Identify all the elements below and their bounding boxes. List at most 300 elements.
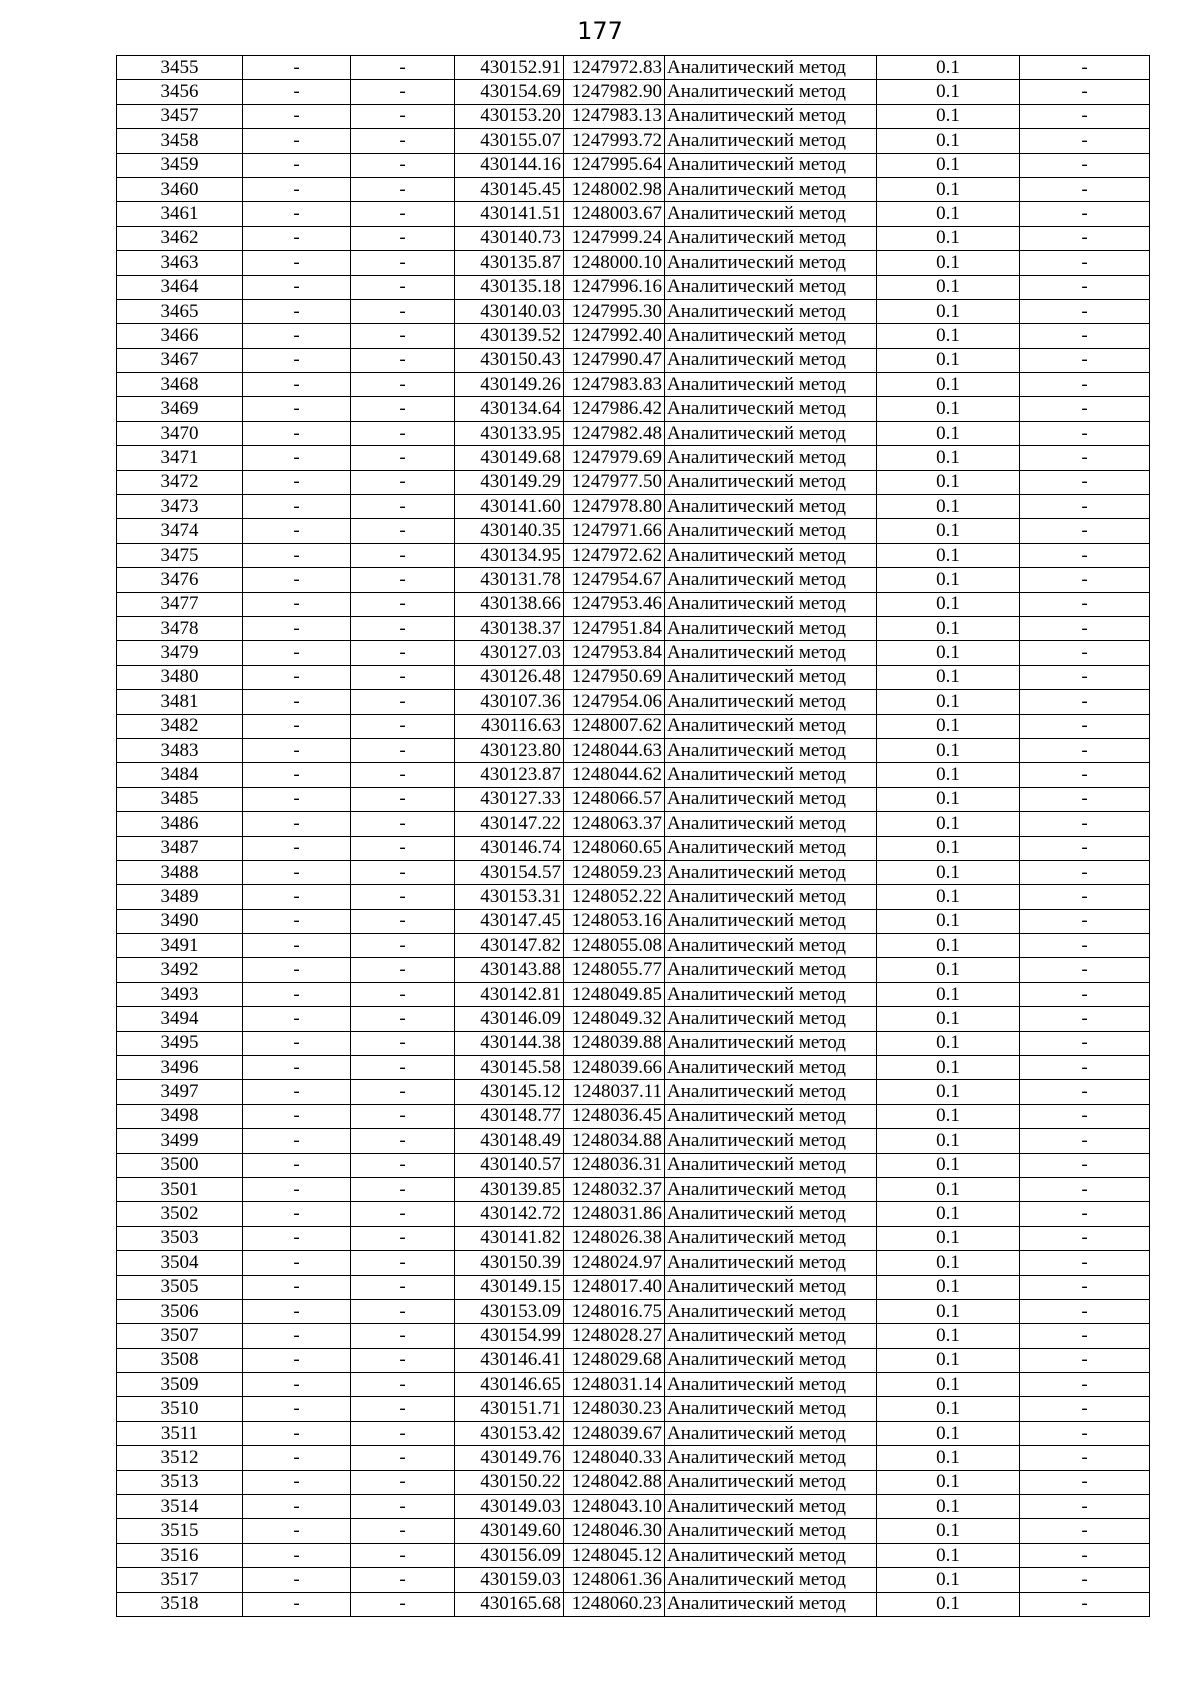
- method-cell: Аналитический метод: [665, 1129, 877, 1153]
- x-coordinate-cell: 430146.65: [455, 1373, 564, 1397]
- point-number-cell: 3479: [117, 641, 243, 665]
- x-coordinate-cell: 430150.39: [455, 1251, 564, 1275]
- method-cell: Аналитический метод: [665, 202, 877, 226]
- table-row: [117, 665, 1150, 689]
- point-number-cell: 3514: [117, 1495, 243, 1519]
- method-cell: Аналитический метод: [665, 1324, 877, 1348]
- accuracy-cell: 0.1: [877, 1104, 1020, 1128]
- table-row: [117, 616, 1150, 640]
- empty-cell: -: [1020, 470, 1150, 494]
- method-cell: Аналитический метод: [665, 1153, 877, 1177]
- empty-cell: -: [1020, 543, 1150, 567]
- accuracy-cell: 0.1: [877, 1251, 1020, 1275]
- accuracy-cell: 0.1: [877, 885, 1020, 909]
- method-cell: Аналитический метод: [665, 226, 877, 250]
- x-coordinate-cell: 430147.22: [455, 812, 564, 836]
- method-cell: Аналитический метод: [665, 812, 877, 836]
- point-number-cell: 3461: [117, 202, 243, 226]
- empty-cell: -: [243, 592, 351, 616]
- x-coordinate-cell: 430149.15: [455, 1275, 564, 1299]
- empty-cell: -: [351, 690, 455, 714]
- empty-cell: -: [1020, 616, 1150, 640]
- point-number-cell: 3472: [117, 470, 243, 494]
- table-row: [117, 1592, 1150, 1616]
- method-cell: Аналитический метод: [665, 1519, 877, 1543]
- empty-cell: -: [243, 177, 351, 201]
- table-row: [117, 299, 1150, 323]
- y-coordinate-cell: 1248026.38: [564, 1226, 665, 1250]
- y-coordinate-cell: 1247953.84: [564, 641, 665, 665]
- table-row: [117, 1056, 1150, 1080]
- empty-cell: -: [351, 1226, 455, 1250]
- empty-cell: -: [1020, 1056, 1150, 1080]
- empty-cell: -: [243, 1031, 351, 1055]
- accuracy-cell: 0.1: [877, 1592, 1020, 1616]
- table-row: [117, 153, 1150, 177]
- empty-cell: -: [243, 543, 351, 567]
- empty-cell: -: [243, 568, 351, 592]
- point-number-cell: 3487: [117, 836, 243, 860]
- y-coordinate-cell: 1248039.88: [564, 1031, 665, 1055]
- empty-cell: -: [1020, 226, 1150, 250]
- empty-cell: -: [243, 1104, 351, 1128]
- empty-cell: -: [1020, 1129, 1150, 1153]
- empty-cell: -: [1020, 1348, 1150, 1372]
- accuracy-cell: 0.1: [877, 80, 1020, 104]
- table-row: [117, 641, 1150, 665]
- point-number-cell: 3484: [117, 763, 243, 787]
- empty-cell: -: [243, 1129, 351, 1153]
- point-number-cell: 3473: [117, 495, 243, 519]
- y-coordinate-cell: 1248031.86: [564, 1202, 665, 1226]
- y-coordinate-cell: 1248034.88: [564, 1129, 665, 1153]
- point-number-cell: 3492: [117, 958, 243, 982]
- empty-cell: -: [243, 958, 351, 982]
- empty-cell: -: [351, 568, 455, 592]
- table-row: [117, 1324, 1150, 1348]
- table-row: [117, 1519, 1150, 1543]
- x-coordinate-cell: 430107.36: [455, 690, 564, 714]
- empty-cell: -: [351, 348, 455, 372]
- empty-cell: -: [351, 1299, 455, 1323]
- y-coordinate-cell: 1248044.63: [564, 738, 665, 762]
- empty-cell: -: [1020, 495, 1150, 519]
- point-number-cell: 3510: [117, 1397, 243, 1421]
- y-coordinate-cell: 1248032.37: [564, 1177, 665, 1201]
- empty-cell: -: [243, 787, 351, 811]
- accuracy-cell: 0.1: [877, 1299, 1020, 1323]
- empty-cell: -: [1020, 1592, 1150, 1616]
- empty-cell: -: [243, 1275, 351, 1299]
- empty-cell: -: [243, 1470, 351, 1494]
- empty-cell: -: [243, 470, 351, 494]
- table-row: [117, 812, 1150, 836]
- empty-cell: -: [1020, 1543, 1150, 1567]
- y-coordinate-cell: 1248036.31: [564, 1153, 665, 1177]
- empty-cell: -: [351, 836, 455, 860]
- table-row: [117, 714, 1150, 738]
- empty-cell: -: [351, 763, 455, 787]
- empty-cell: -: [243, 934, 351, 958]
- table-row: [117, 1348, 1150, 1372]
- method-cell: Аналитический метод: [665, 860, 877, 884]
- empty-cell: -: [1020, 1177, 1150, 1201]
- table-row: [117, 909, 1150, 933]
- table-row: [117, 982, 1150, 1006]
- point-number-cell: 3494: [117, 1007, 243, 1031]
- empty-cell: -: [1020, 1446, 1150, 1470]
- x-coordinate-cell: 430154.69: [455, 80, 564, 104]
- y-coordinate-cell: 1248055.08: [564, 934, 665, 958]
- accuracy-cell: 0.1: [877, 1080, 1020, 1104]
- x-coordinate-cell: 430145.12: [455, 1080, 564, 1104]
- x-coordinate-cell: 430141.51: [455, 202, 564, 226]
- table-row: [117, 80, 1150, 104]
- method-cell: Аналитический метод: [665, 421, 877, 445]
- y-coordinate-cell: 1248066.57: [564, 787, 665, 811]
- x-coordinate-cell: 430159.03: [455, 1568, 564, 1592]
- accuracy-cell: 0.1: [877, 543, 1020, 567]
- x-coordinate-cell: 430127.33: [455, 787, 564, 811]
- accuracy-cell: 0.1: [877, 1373, 1020, 1397]
- empty-cell: -: [351, 982, 455, 1006]
- point-number-cell: 3475: [117, 543, 243, 567]
- accuracy-cell: 0.1: [877, 738, 1020, 762]
- point-number-cell: 3474: [117, 519, 243, 543]
- y-coordinate-cell: 1248060.65: [564, 836, 665, 860]
- empty-cell: -: [1020, 860, 1150, 884]
- table-row: [117, 934, 1150, 958]
- y-coordinate-cell: 1248049.85: [564, 982, 665, 1006]
- y-coordinate-cell: 1248037.11: [564, 1080, 665, 1104]
- method-cell: Аналитический метод: [665, 665, 877, 689]
- method-cell: Аналитический метод: [665, 836, 877, 860]
- empty-cell: -: [1020, 885, 1150, 909]
- y-coordinate-cell: 1247979.69: [564, 446, 665, 470]
- table-row: [117, 56, 1150, 80]
- point-number-cell: 3468: [117, 373, 243, 397]
- method-cell: Аналитический метод: [665, 738, 877, 762]
- empty-cell: -: [1020, 690, 1150, 714]
- empty-cell: -: [351, 373, 455, 397]
- x-coordinate-cell: 430116.63: [455, 714, 564, 738]
- empty-cell: -: [351, 592, 455, 616]
- empty-cell: -: [1020, 934, 1150, 958]
- method-cell: Аналитический метод: [665, 251, 877, 275]
- point-number-cell: 3470: [117, 421, 243, 445]
- accuracy-cell: 0.1: [877, 202, 1020, 226]
- point-number-cell: 3518: [117, 1592, 243, 1616]
- table-row: [117, 226, 1150, 250]
- empty-cell: -: [351, 1568, 455, 1592]
- table-row: [117, 177, 1150, 201]
- coordinates-table: [116, 55, 1150, 1617]
- empty-cell: -: [351, 1592, 455, 1616]
- y-coordinate-cell: 1247992.40: [564, 324, 665, 348]
- empty-cell: -: [351, 1007, 455, 1031]
- empty-cell: -: [243, 251, 351, 275]
- empty-cell: -: [243, 836, 351, 860]
- empty-cell: -: [1020, 836, 1150, 860]
- accuracy-cell: 0.1: [877, 153, 1020, 177]
- table-row: [117, 690, 1150, 714]
- x-coordinate-cell: 430142.72: [455, 1202, 564, 1226]
- point-number-cell: 3498: [117, 1104, 243, 1128]
- method-cell: Аналитический метод: [665, 470, 877, 494]
- y-coordinate-cell: 1247977.50: [564, 470, 665, 494]
- empty-cell: -: [243, 982, 351, 1006]
- x-coordinate-cell: 430153.09: [455, 1299, 564, 1323]
- method-cell: Аналитический метод: [665, 1397, 877, 1421]
- empty-cell: -: [1020, 1275, 1150, 1299]
- empty-cell: -: [1020, 982, 1150, 1006]
- method-cell: Аналитический метод: [665, 397, 877, 421]
- empty-cell: -: [351, 495, 455, 519]
- empty-cell: -: [351, 446, 455, 470]
- accuracy-cell: 0.1: [877, 324, 1020, 348]
- empty-cell: -: [243, 1348, 351, 1372]
- y-coordinate-cell: 1248028.27: [564, 1324, 665, 1348]
- x-coordinate-cell: 430155.07: [455, 129, 564, 153]
- table-row: [117, 1226, 1150, 1250]
- method-cell: Аналитический метод: [665, 1299, 877, 1323]
- accuracy-cell: 0.1: [877, 275, 1020, 299]
- x-coordinate-cell: 430143.88: [455, 958, 564, 982]
- empty-cell: -: [243, 1202, 351, 1226]
- empty-cell: -: [1020, 812, 1150, 836]
- point-number-cell: 3457: [117, 104, 243, 128]
- method-cell: Аналитический метод: [665, 275, 877, 299]
- point-number-cell: 3462: [117, 226, 243, 250]
- empty-cell: -: [351, 1446, 455, 1470]
- method-cell: Аналитический метод: [665, 129, 877, 153]
- point-number-cell: 3516: [117, 1543, 243, 1567]
- y-coordinate-cell: 1248043.10: [564, 1495, 665, 1519]
- y-coordinate-cell: 1248039.66: [564, 1056, 665, 1080]
- point-number-cell: 3460: [117, 177, 243, 201]
- x-coordinate-cell: 430144.16: [455, 153, 564, 177]
- empty-cell: -: [351, 470, 455, 494]
- table-row: [117, 592, 1150, 616]
- empty-cell: -: [351, 1251, 455, 1275]
- empty-cell: -: [243, 1568, 351, 1592]
- table-row: [117, 1299, 1150, 1323]
- y-coordinate-cell: 1248039.67: [564, 1421, 665, 1445]
- empty-cell: -: [243, 1007, 351, 1031]
- x-coordinate-cell: 430149.76: [455, 1446, 564, 1470]
- empty-cell: -: [243, 1080, 351, 1104]
- empty-cell: -: [351, 812, 455, 836]
- accuracy-cell: 0.1: [877, 470, 1020, 494]
- empty-cell: -: [351, 1275, 455, 1299]
- accuracy-cell: 0.1: [877, 1056, 1020, 1080]
- empty-cell: -: [243, 275, 351, 299]
- table-row: [117, 519, 1150, 543]
- accuracy-cell: 0.1: [877, 836, 1020, 860]
- empty-cell: -: [351, 153, 455, 177]
- empty-cell: -: [1020, 714, 1150, 738]
- y-coordinate-cell: 1248052.22: [564, 885, 665, 909]
- table-row: [117, 1446, 1150, 1470]
- empty-cell: -: [243, 1543, 351, 1567]
- accuracy-cell: 0.1: [877, 421, 1020, 445]
- y-coordinate-cell: 1248060.23: [564, 1592, 665, 1616]
- y-coordinate-cell: 1247990.47: [564, 348, 665, 372]
- empty-cell: -: [351, 1177, 455, 1201]
- y-coordinate-cell: 1247950.69: [564, 665, 665, 689]
- point-number-cell: 3502: [117, 1202, 243, 1226]
- empty-cell: -: [1020, 348, 1150, 372]
- method-cell: Аналитический метод: [665, 446, 877, 470]
- empty-cell: -: [351, 1202, 455, 1226]
- point-number-cell: 3482: [117, 714, 243, 738]
- table-row: [117, 397, 1150, 421]
- point-number-cell: 3517: [117, 1568, 243, 1592]
- empty-cell: -: [1020, 1324, 1150, 1348]
- x-coordinate-cell: 430153.20: [455, 104, 564, 128]
- point-number-cell: 3496: [117, 1056, 243, 1080]
- method-cell: Аналитический метод: [665, 1275, 877, 1299]
- y-coordinate-cell: 1247993.72: [564, 129, 665, 153]
- x-coordinate-cell: 430156.09: [455, 1543, 564, 1567]
- x-coordinate-cell: 430149.68: [455, 446, 564, 470]
- method-cell: Аналитический метод: [665, 641, 877, 665]
- x-coordinate-cell: 430147.45: [455, 909, 564, 933]
- method-cell: Аналитический метод: [665, 934, 877, 958]
- empty-cell: -: [1020, 592, 1150, 616]
- point-number-cell: 3476: [117, 568, 243, 592]
- x-coordinate-cell: 430140.73: [455, 226, 564, 250]
- empty-cell: -: [1020, 1299, 1150, 1323]
- empty-cell: -: [351, 934, 455, 958]
- table-row: [117, 958, 1150, 982]
- empty-cell: -: [243, 299, 351, 323]
- y-coordinate-cell: 1248044.62: [564, 763, 665, 787]
- x-coordinate-cell: 430149.29: [455, 470, 564, 494]
- y-coordinate-cell: 1247954.67: [564, 568, 665, 592]
- table-row: [117, 202, 1150, 226]
- empty-cell: -: [351, 129, 455, 153]
- method-cell: Аналитический метод: [665, 1446, 877, 1470]
- point-number-cell: 3508: [117, 1348, 243, 1372]
- empty-cell: -: [351, 641, 455, 665]
- y-coordinate-cell: 1247982.90: [564, 80, 665, 104]
- empty-cell: -: [351, 1470, 455, 1494]
- x-coordinate-cell: 430150.22: [455, 1470, 564, 1494]
- table-row: [117, 1421, 1150, 1445]
- y-coordinate-cell: 1248046.30: [564, 1519, 665, 1543]
- point-number-cell: 3491: [117, 934, 243, 958]
- x-coordinate-cell: 430139.52: [455, 324, 564, 348]
- accuracy-cell: 0.1: [877, 860, 1020, 884]
- accuracy-cell: 0.1: [877, 641, 1020, 665]
- x-coordinate-cell: 430123.87: [455, 763, 564, 787]
- accuracy-cell: 0.1: [877, 495, 1020, 519]
- y-coordinate-cell: 1248003.67: [564, 202, 665, 226]
- empty-cell: -: [243, 129, 351, 153]
- empty-cell: -: [243, 1421, 351, 1445]
- accuracy-cell: 0.1: [877, 129, 1020, 153]
- method-cell: Аналитический метод: [665, 519, 877, 543]
- empty-cell: -: [243, 1153, 351, 1177]
- empty-cell: -: [1020, 738, 1150, 762]
- table-row: [117, 1470, 1150, 1494]
- method-cell: Аналитический метод: [665, 1031, 877, 1055]
- x-coordinate-cell: 430138.37: [455, 616, 564, 640]
- x-coordinate-cell: 430165.68: [455, 1592, 564, 1616]
- point-number-cell: 3466: [117, 324, 243, 348]
- empty-cell: -: [243, 909, 351, 933]
- empty-cell: -: [351, 1031, 455, 1055]
- method-cell: Аналитический метод: [665, 1543, 877, 1567]
- point-number-cell: 3483: [117, 738, 243, 762]
- empty-cell: -: [243, 885, 351, 909]
- accuracy-cell: 0.1: [877, 934, 1020, 958]
- table-row: [117, 738, 1150, 762]
- point-number-cell: 3488: [117, 860, 243, 884]
- empty-cell: -: [1020, 1031, 1150, 1055]
- empty-cell: -: [243, 690, 351, 714]
- method-cell: Аналитический метод: [665, 1226, 877, 1250]
- empty-cell: -: [351, 1519, 455, 1543]
- method-cell: Аналитический метод: [665, 80, 877, 104]
- accuracy-cell: 0.1: [877, 299, 1020, 323]
- empty-cell: -: [351, 1324, 455, 1348]
- point-number-cell: 3455: [117, 56, 243, 80]
- method-cell: Аналитический метод: [665, 909, 877, 933]
- empty-cell: -: [243, 738, 351, 762]
- accuracy-cell: 0.1: [877, 909, 1020, 933]
- point-number-cell: 3471: [117, 446, 243, 470]
- table-row: [117, 860, 1150, 884]
- x-coordinate-cell: 430154.99: [455, 1324, 564, 1348]
- table-row: [117, 104, 1150, 128]
- empty-cell: -: [351, 909, 455, 933]
- empty-cell: -: [1020, 153, 1150, 177]
- method-cell: Аналитический метод: [665, 56, 877, 80]
- empty-cell: -: [351, 665, 455, 689]
- table-row: [117, 1177, 1150, 1201]
- accuracy-cell: 0.1: [877, 348, 1020, 372]
- point-number-cell: 3513: [117, 1470, 243, 1494]
- empty-cell: -: [351, 80, 455, 104]
- accuracy-cell: 0.1: [877, 958, 1020, 982]
- table-row: [117, 1080, 1150, 1104]
- accuracy-cell: 0.1: [877, 1202, 1020, 1226]
- empty-cell: -: [1020, 1495, 1150, 1519]
- point-number-cell: 3509: [117, 1373, 243, 1397]
- table-row: [117, 1007, 1150, 1031]
- x-coordinate-cell: 430154.57: [455, 860, 564, 884]
- y-coordinate-cell: 1247995.64: [564, 153, 665, 177]
- empty-cell: -: [243, 1251, 351, 1275]
- accuracy-cell: 0.1: [877, 1348, 1020, 1372]
- accuracy-cell: 0.1: [877, 1519, 1020, 1543]
- empty-cell: -: [243, 763, 351, 787]
- y-coordinate-cell: 1247996.16: [564, 275, 665, 299]
- table-row: [117, 348, 1150, 372]
- accuracy-cell: 0.1: [877, 1446, 1020, 1470]
- empty-cell: -: [243, 714, 351, 738]
- empty-cell: -: [1020, 568, 1150, 592]
- empty-cell: -: [243, 446, 351, 470]
- x-coordinate-cell: 430142.81: [455, 982, 564, 1006]
- empty-cell: -: [243, 1397, 351, 1421]
- accuracy-cell: 0.1: [877, 763, 1020, 787]
- accuracy-cell: 0.1: [877, 251, 1020, 275]
- method-cell: Аналитический метод: [665, 763, 877, 787]
- empty-cell: -: [351, 1421, 455, 1445]
